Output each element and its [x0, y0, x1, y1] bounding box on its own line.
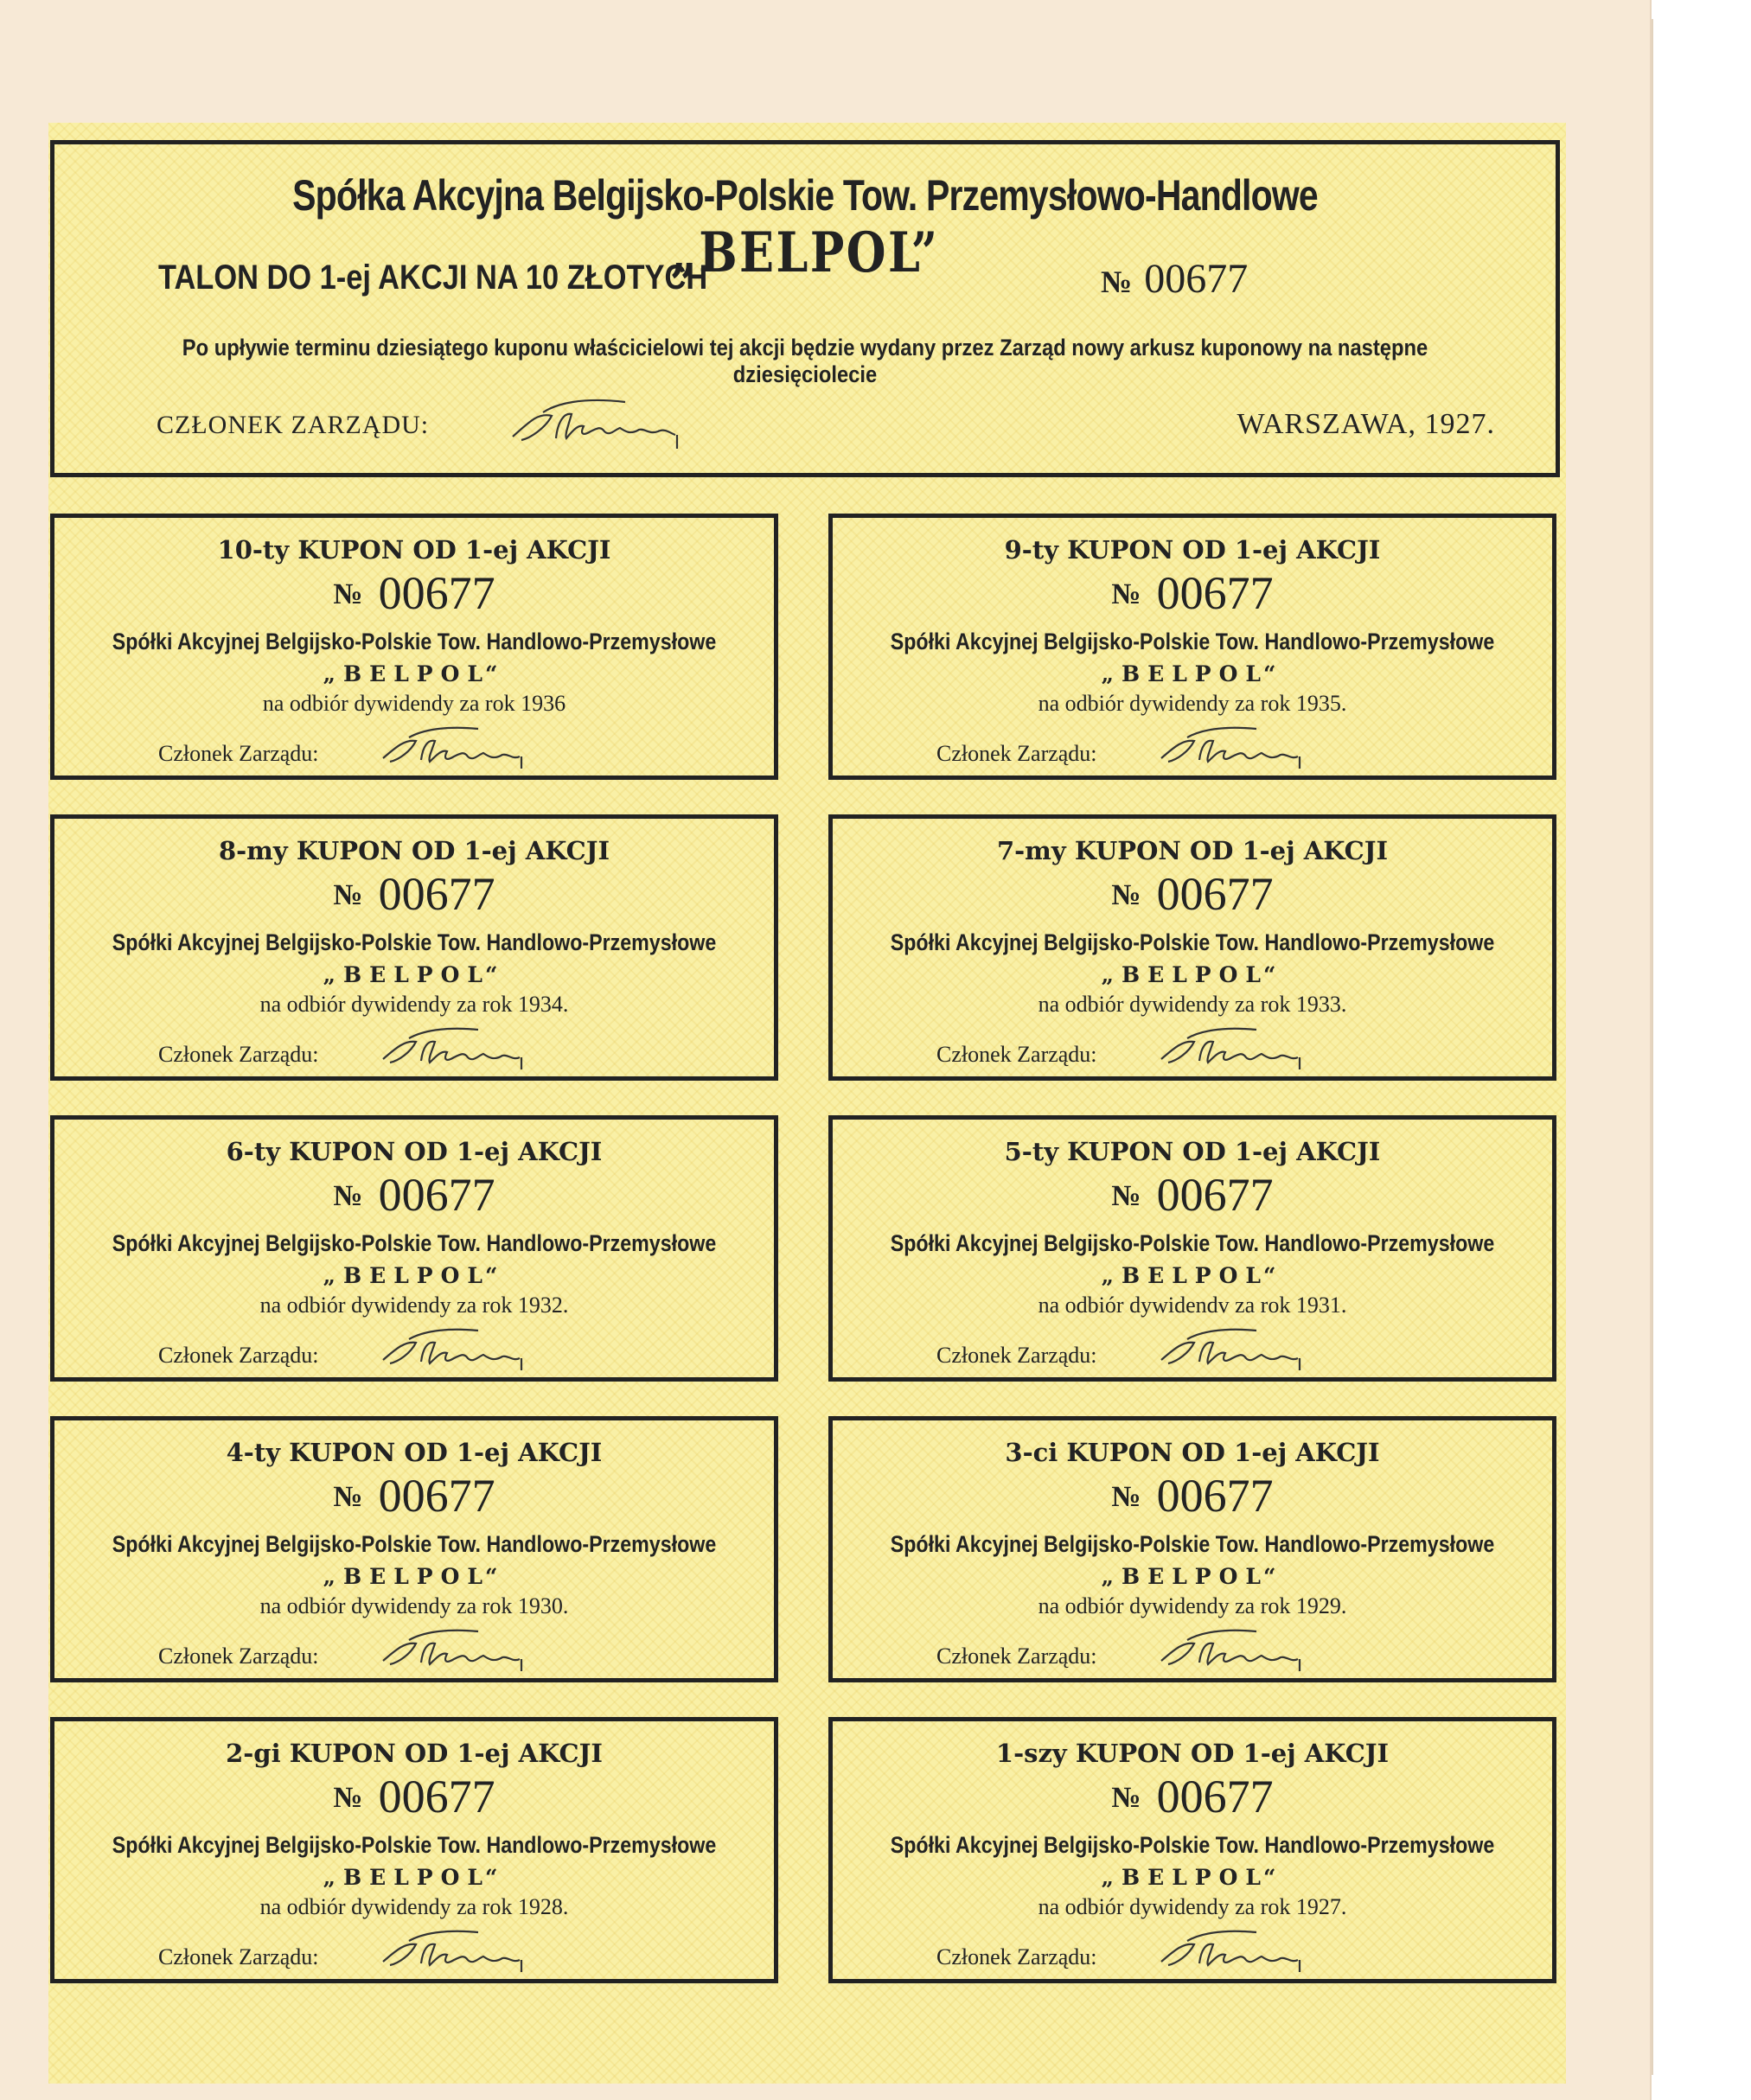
- signature-image: [374, 1317, 539, 1377]
- coupon-brand: „BELPOL“: [323, 1263, 506, 1288]
- member-label: Członek Zarządu:: [936, 1644, 1097, 1669]
- number-value: 00677: [378, 1771, 495, 1822]
- coupon-dividend: na odbiór dywidendy za rok 1936: [262, 691, 566, 716]
- number-value: 00677: [1156, 1470, 1274, 1522]
- coupon-company: Spółki Akcyjnej Belgijsko-Polskie Tow. Handlowo-Przemysłowe: [890, 929, 1495, 955]
- coupon-dividend: na odbiór dywidendy za rok 1935.: [1038, 691, 1347, 716]
- number-value: 00677: [378, 1470, 495, 1522]
- number-symbol: №: [1111, 1481, 1141, 1513]
- coupon-brand: „BELPOL“: [323, 1564, 506, 1589]
- coupon-number: [833, 867, 1552, 921]
- coupon-title: 6-ty KUPON OD 1-ej AKCJI: [226, 1137, 603, 1166]
- coupon-title: 7-my KUPON OD 1-ej AKCJI: [996, 836, 1389, 865]
- coupon-company: Spółki Akcyjnej Belgijsko-Polskie Tow. Handlowo-Przemysłowe: [890, 1531, 1495, 1557]
- coupon-number: [833, 1469, 1552, 1522]
- coupon-brand: „BELPOL“: [1101, 962, 1284, 987]
- coupon-box: [828, 1416, 1556, 1682]
- coupon-title: 3-ci KUPON OD 1-ej AKCJI: [1005, 1438, 1380, 1467]
- number-symbol: №: [1111, 578, 1141, 610]
- number-value: 00677: [1144, 256, 1249, 302]
- coupon-company: Spółki Akcyjnej Belgijsko-Polskie Tow. Handlowo-Przemysłowe: [890, 1832, 1495, 1858]
- coupon-number: [54, 1469, 774, 1522]
- number-value: 00677: [378, 567, 495, 619]
- coupon-company: Spółki Akcyjnej Belgijsko-Polskie Tow. Handlowo-Przemysłowe: [112, 1230, 717, 1256]
- coupon-company: Spółki Akcyjnej Belgijsko-Polskie Tow. Handlowo-Przemysłowe: [890, 629, 1495, 654]
- brand-name: „BELPOL”: [670, 220, 940, 285]
- coupon-number: [54, 867, 774, 921]
- number-symbol: №: [1111, 1180, 1141, 1212]
- member-label: Członek Zarządu:: [158, 1644, 319, 1669]
- coupon-brand: „BELPOL“: [323, 962, 506, 987]
- number-symbol: №: [1111, 879, 1141, 911]
- talon-box: [50, 140, 1560, 477]
- signature-image: [374, 1016, 539, 1076]
- signature-image: [374, 1618, 539, 1678]
- signature-image: [504, 386, 703, 456]
- coupon-title: 8-my KUPON OD 1-ej AKCJI: [218, 836, 610, 865]
- coupon-title: 9-ty KUPON OD 1-ej AKCJI: [1004, 535, 1381, 565]
- member-label: Członek Zarządu:: [158, 1042, 319, 1067]
- number-value: 00677: [1156, 868, 1274, 920]
- number-value: 00677: [1156, 1771, 1274, 1822]
- place-date: WARSZAWA, 1927.: [1237, 408, 1495, 440]
- coupon-title: 2-gi KUPON OD 1-ej AKCJI: [226, 1739, 603, 1768]
- coupon-company: Spółki Akcyjnej Belgijsko-Polskie Tow. Handlowo-Przemysłowe: [112, 629, 717, 654]
- coupon-number: [54, 1168, 774, 1222]
- coupon-title: 5-ty KUPON OD 1-ej AKCJI: [1004, 1137, 1381, 1166]
- member-label: Członek Zarządu:: [936, 1944, 1097, 1969]
- coupon-dividend: na odbiór dywidendy za rok 1934.: [259, 992, 569, 1017]
- number-value: 00677: [1156, 1169, 1274, 1221]
- coupon-company: Spółki Akcyjnej Belgijsko-Polskie Tow. Handlowo-Przemysłowe: [112, 1531, 717, 1557]
- coupon-dividend: na odbiór dywidendy za rok 1927.: [1038, 1894, 1347, 1919]
- number-symbol: №: [1111, 1782, 1141, 1814]
- coupon-box: [828, 1717, 1556, 1983]
- member-label: Członek Zarządu:: [158, 741, 319, 766]
- number-symbol: №: [333, 1782, 363, 1814]
- coupon-number: [833, 566, 1552, 620]
- member-label: Członek Zarządu:: [936, 1343, 1097, 1368]
- coupon-brand: „BELPOL“: [1101, 1263, 1284, 1288]
- coupon-box: [50, 514, 778, 780]
- number-symbol: №: [1101, 265, 1133, 299]
- coupon-dividend: na odbiór dywidendy za rok 1933.: [1038, 992, 1347, 1017]
- number-symbol: №: [333, 578, 363, 610]
- coupon-number: [54, 1770, 774, 1823]
- number-symbol: №: [333, 1180, 363, 1212]
- coupon-company: Spółki Akcyjnej Belgijsko-Polskie Tow. Handlowo-Przemysłowe: [112, 1832, 717, 1858]
- coupon-box: [828, 814, 1556, 1081]
- coupon-title: 4-ty KUPON OD 1-ej AKCJI: [226, 1438, 603, 1467]
- coupon-dividend: na odbiór dywidendy za rok 1928.: [259, 1894, 569, 1919]
- coupon-number: [833, 1770, 1552, 1823]
- coupon-box: [50, 1717, 778, 1983]
- coupon-box: [828, 1115, 1556, 1382]
- signature-image: [1153, 1618, 1317, 1678]
- coupon-brand: „BELPOL“: [323, 1865, 506, 1890]
- coupon-box: [50, 1416, 778, 1682]
- coupon-title: 1-szy KUPON OD 1-ej AKCJI: [995, 1739, 1390, 1768]
- talon-note: Po upływie terminu dziesiątego kuponu właścicielowi tej akcji będzie wydany przez Zarząd nowy arkusz kuponowy na następne dziesięciolecie: [182, 335, 1428, 387]
- coupon-dividend: na odbiór dywidendy za rok 1932.: [259, 1293, 569, 1318]
- coupon-number: [833, 1168, 1552, 1222]
- coupon-brand: „BELPOL“: [1101, 1564, 1284, 1589]
- member-label: CZŁONEK ZARZĄDU:: [157, 411, 430, 439]
- coupon-company: Spółki Akcyjnej Belgijsko-Polskie Tow. Handlowo-Przemysłowe: [890, 1230, 1495, 1256]
- talon-number: [1101, 255, 1248, 303]
- coupon-brand: „BELPOL“: [1101, 661, 1284, 686]
- number-value: 00677: [378, 1169, 495, 1221]
- number-value: 00677: [1156, 567, 1274, 619]
- talon-subtitle: TALON DO 1-ej AKCJI NA 10 ZŁOTYCH: [158, 259, 708, 297]
- signature-image: [1153, 1317, 1317, 1377]
- signature-image: [1153, 1918, 1317, 1979]
- number-symbol: №: [333, 879, 363, 911]
- company-name: Spółka Akcyjna Belgijsko-Polskie Tow. Przemysłowo-Handlowe: [292, 171, 1318, 220]
- coupon-company: Spółki Akcyjnej Belgijsko-Polskie Tow. Handlowo-Przemysłowe: [112, 929, 717, 955]
- coupon-brand: „BELPOL“: [1101, 1865, 1284, 1890]
- coupon-dividend: na odbiór dywidendy za rok 1929.: [1038, 1593, 1347, 1618]
- coupon-box: [50, 1115, 778, 1382]
- signature-image: [374, 715, 539, 776]
- member-label: Członek Zarządu:: [158, 1944, 319, 1969]
- coupon-dividend: na odbiór dywidendv za rok 1931.: [1038, 1293, 1347, 1318]
- member-label: Członek Zarządu:: [936, 741, 1097, 766]
- member-label: Członek Zarządu:: [158, 1343, 319, 1368]
- signature-image: [374, 1918, 539, 1979]
- number-value: 00677: [378, 868, 495, 920]
- coupon-box: [828, 514, 1556, 780]
- coupon-brand: „BELPOL“: [323, 661, 506, 686]
- coupon-title: 10-ty KUPON OD 1-ej AKCJI: [217, 535, 611, 565]
- number-symbol: №: [333, 1481, 363, 1513]
- signature-image: [1153, 715, 1317, 776]
- coupon-box: [50, 814, 778, 1081]
- member-label: Członek Zarządu:: [936, 1042, 1097, 1067]
- signature-image: [1153, 1016, 1317, 1076]
- coupon-number: [54, 566, 774, 620]
- coupon-dividend: na odbiór dywidendy za rok 1930.: [259, 1593, 569, 1618]
